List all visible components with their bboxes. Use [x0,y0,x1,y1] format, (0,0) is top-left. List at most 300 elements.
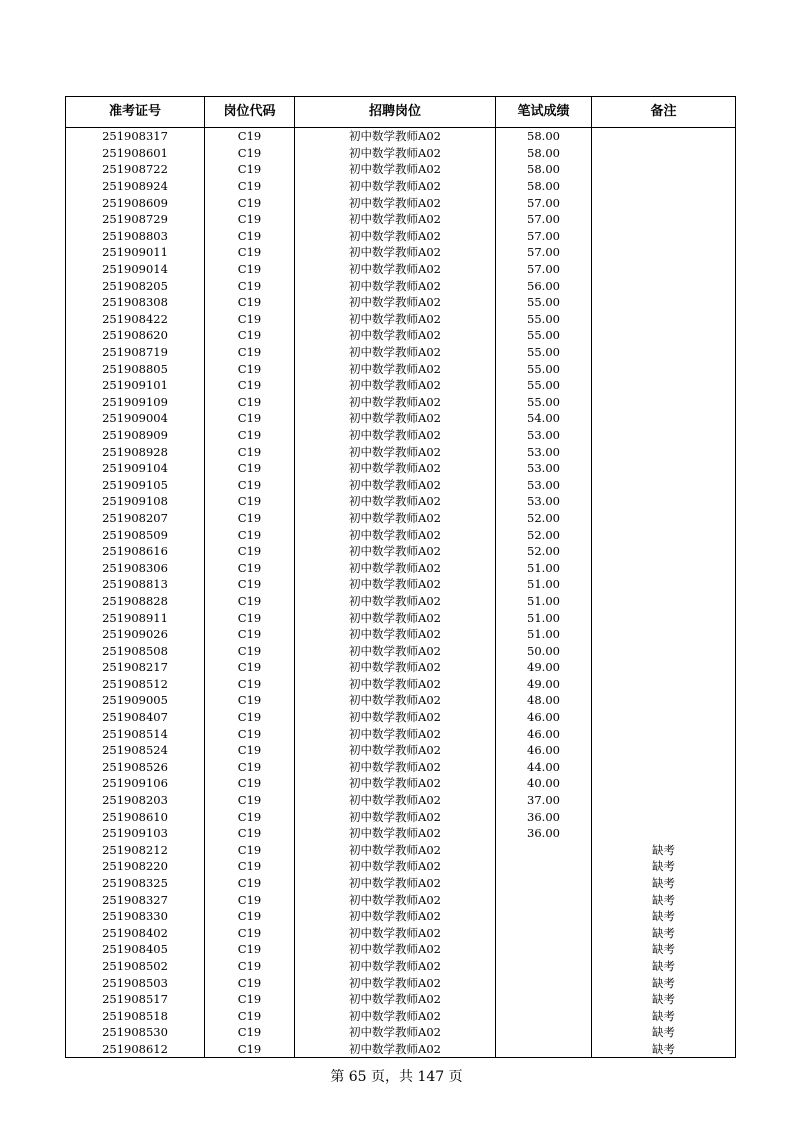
post-code-cell: C19 [205,725,295,742]
exam-id-cell: 251909106 [66,775,205,792]
exam-id-cell: 251908909 [66,427,205,444]
header-remarks: 备注 [592,97,736,128]
exam-id-cell: 251908526 [66,759,205,776]
post-name-cell: 初中数学教师A02 [295,759,496,776]
written-score-cell: 57.00 [496,194,592,211]
post-name-cell: 初中数学教师A02 [295,311,496,328]
table-row [66,543,736,560]
post-name-cell: 初中数学教师A02 [295,244,496,261]
exam-id-cell: 251908813 [66,576,205,593]
post-code-cell: C19 [205,925,295,942]
post-code-cell: C19 [205,659,295,676]
post-code-cell: C19 [205,941,295,958]
remarks-cell [592,211,736,228]
table-row [66,692,736,709]
written-score-cell: 54.00 [496,410,592,427]
written-score-cell: 44.00 [496,759,592,776]
exam-id-cell: 251909108 [66,493,205,510]
remarks-cell: 缺考 [592,842,736,859]
post-name-cell: 初中数学教师A02 [295,825,496,842]
remarks-cell: 缺考 [592,941,736,958]
post-code-cell: C19 [205,576,295,593]
remarks-cell [592,808,736,825]
written-score-cell: 55.00 [496,311,592,328]
post-name-cell: 初中数学教师A02 [295,145,496,162]
table-row [66,261,736,278]
post-name-cell: 初中数学教师A02 [295,476,496,493]
written-score-cell: 57.00 [496,244,592,261]
post-name-cell: 初中数学教师A02 [295,792,496,809]
written-score-cell: 55.00 [496,394,592,411]
post-code-cell: C19 [205,842,295,859]
remarks-cell [592,626,736,643]
table-row [66,858,736,875]
exam-id-cell: 251908805 [66,360,205,377]
post-code-cell: C19 [205,443,295,460]
post-code-cell: C19 [205,360,295,377]
exam-id-cell: 251908616 [66,543,205,560]
exam-id-cell: 251909104 [66,460,205,477]
score-table [65,96,736,1058]
remarks-cell: 缺考 [592,925,736,942]
written-score-cell: 55.00 [496,294,592,311]
exam-id-cell: 251908518 [66,1007,205,1024]
remarks-cell [592,576,736,593]
post-code-cell: C19 [205,676,295,693]
table-row [66,659,736,676]
remarks-cell [592,476,736,493]
remarks-cell [592,344,736,361]
written-score-cell [496,1007,592,1024]
written-score-cell: 55.00 [496,360,592,377]
post-code-cell: C19 [205,145,295,162]
post-code-cell: C19 [205,460,295,477]
exam-id-cell: 251909101 [66,377,205,394]
post-name-cell: 初中数学教师A02 [295,626,496,643]
post-name-cell: 初中数学教师A02 [295,974,496,991]
post-code-cell: C19 [205,543,295,560]
post-name-cell: 初中数学教师A02 [295,178,496,195]
remarks-cell [592,277,736,294]
remarks-cell [592,178,736,195]
exam-id-cell: 251909011 [66,244,205,261]
remarks-cell [592,493,736,510]
table-row [66,842,736,859]
exam-id-cell: 251908503 [66,974,205,991]
remarks-cell [592,427,736,444]
table-row [66,476,736,493]
post-code-cell: C19 [205,792,295,809]
exam-id-cell: 251908517 [66,991,205,1008]
post-name-cell: 初中数学教师A02 [295,725,496,742]
table-row [66,609,736,626]
exam-id-cell: 251908610 [66,808,205,825]
table-row [66,709,736,726]
exam-id-cell: 251908407 [66,709,205,726]
exam-id-cell: 251908722 [66,161,205,178]
written-score-cell: 51.00 [496,593,592,610]
post-code-cell: C19 [205,1007,295,1024]
post-name-cell: 初中数学教师A02 [295,410,496,427]
post-code-cell: C19 [205,858,295,875]
header-exam-id: 准考证号 [66,97,205,128]
post-code-cell: C19 [205,244,295,261]
remarks-cell [592,261,736,278]
post-name-cell: 初中数学教师A02 [295,875,496,892]
exam-id-cell: 251908212 [66,842,205,859]
post-name-cell: 初中数学教师A02 [295,327,496,344]
post-code-cell: C19 [205,958,295,975]
post-code-cell: C19 [205,559,295,576]
post-name-cell: 初中数学教师A02 [295,808,496,825]
post-name-cell: 初中数学教师A02 [295,427,496,444]
remarks-cell [592,759,736,776]
post-name-cell: 初中数学教师A02 [295,576,496,593]
post-code-cell: C19 [205,377,295,394]
table-row [66,211,736,228]
exam-id-cell: 251908530 [66,1024,205,1041]
remarks-cell [592,443,736,460]
post-name-cell: 初中数学教师A02 [295,642,496,659]
post-code-cell: C19 [205,626,295,643]
written-score-cell: 36.00 [496,808,592,825]
post-name-cell: 初中数学教师A02 [295,211,496,228]
written-score-cell [496,991,592,1008]
remarks-cell [592,294,736,311]
post-code-cell: C19 [205,277,295,294]
written-score-cell [496,974,592,991]
post-name-cell: 初中数学教师A02 [295,128,496,145]
exam-id-cell: 251908512 [66,676,205,693]
post-code-cell: C19 [205,161,295,178]
written-score-cell: 53.00 [496,493,592,510]
written-score-cell: 37.00 [496,792,592,809]
table-row [66,161,736,178]
post-code-cell: C19 [205,609,295,626]
written-score-cell: 57.00 [496,211,592,228]
exam-id-cell: 251908508 [66,642,205,659]
exam-id-cell: 251908803 [66,228,205,245]
remarks-cell [592,659,736,676]
header-post-name: 招聘岗位 [295,97,496,128]
remarks-cell [592,377,736,394]
post-name-cell: 初中数学教师A02 [295,891,496,908]
post-code-cell: C19 [205,510,295,527]
written-score-cell: 49.00 [496,676,592,693]
remarks-cell [592,642,736,659]
exam-id-cell: 251908928 [66,443,205,460]
exam-id-cell: 251909109 [66,394,205,411]
post-name-cell: 初中数学教师A02 [295,593,496,610]
table-row [66,808,736,825]
remarks-cell [592,676,736,693]
table-row [66,228,736,245]
post-code-cell: C19 [205,692,295,709]
exam-id-cell: 251908524 [66,742,205,759]
post-name-cell: 初中数学教师A02 [295,294,496,311]
table-row [66,360,736,377]
exam-id-cell: 251908317 [66,128,205,145]
post-code-cell: C19 [205,294,295,311]
remarks-cell: 缺考 [592,1007,736,1024]
exam-id-cell: 251908514 [66,725,205,742]
remarks-cell [592,128,736,145]
table-row [66,1024,736,1041]
post-code-cell: C19 [205,808,295,825]
exam-id-cell: 251908325 [66,875,205,892]
exam-id-cell: 251908422 [66,311,205,328]
post-name-cell: 初中数学教师A02 [295,377,496,394]
table-row [66,642,736,659]
exam-id-cell: 251908327 [66,891,205,908]
post-name-cell: 初中数学教师A02 [295,991,496,1008]
written-score-cell: 58.00 [496,145,592,162]
written-score-cell: 46.00 [496,709,592,726]
table-row [66,443,736,460]
written-score-cell [496,941,592,958]
written-score-cell [496,925,592,942]
post-name-cell: 初中数学教师A02 [295,394,496,411]
table-row [66,277,736,294]
remarks-cell: 缺考 [592,908,736,925]
remarks-cell [592,593,736,610]
post-code-cell: C19 [205,311,295,328]
table-row [66,974,736,991]
remarks-cell [592,543,736,560]
exam-id-cell: 251908330 [66,908,205,925]
table-row [66,510,736,527]
exam-id-cell: 251908205 [66,277,205,294]
remarks-cell [592,410,736,427]
exam-id-cell: 251908405 [66,941,205,958]
table-row [66,377,736,394]
table-row [66,1007,736,1024]
written-score-cell: 58.00 [496,178,592,195]
remarks-cell [592,145,736,162]
written-score-cell: 46.00 [496,742,592,759]
table-row [66,958,736,975]
table-row [66,128,736,145]
exam-id-cell: 251908308 [66,294,205,311]
exam-id-cell: 251909105 [66,476,205,493]
post-name-cell: 初中数学教师A02 [295,925,496,942]
remarks-cell: 缺考 [592,1041,736,1058]
post-name-cell: 初中数学教师A02 [295,941,496,958]
written-score-cell: 49.00 [496,659,592,676]
written-score-cell [496,858,592,875]
exam-id-cell: 251908911 [66,609,205,626]
remarks-cell [592,327,736,344]
written-score-cell [496,958,592,975]
post-name-cell: 初中数学教师A02 [295,775,496,792]
written-score-cell: 58.00 [496,161,592,178]
remarks-cell [592,725,736,742]
post-name-cell: 初中数学教师A02 [295,261,496,278]
post-name-cell: 初中数学教师A02 [295,543,496,560]
table-header [66,97,736,128]
written-score-cell: 53.00 [496,427,592,444]
post-code-cell: C19 [205,211,295,228]
written-score-cell: 53.00 [496,476,592,493]
written-score-cell: 57.00 [496,228,592,245]
post-code-cell: C19 [205,593,295,610]
post-code-cell: C19 [205,1041,295,1058]
remarks-cell [592,775,736,792]
written-score-cell: 46.00 [496,725,592,742]
post-name-cell: 初中数学教师A02 [295,161,496,178]
written-score-cell: 36.00 [496,825,592,842]
post-name-cell: 初中数学教师A02 [295,1024,496,1041]
post-name-cell: 初中数学教师A02 [295,858,496,875]
table-row [66,825,736,842]
post-name-cell: 初中数学教师A02 [295,676,496,693]
remarks-cell [592,311,736,328]
exam-id-cell: 251909004 [66,410,205,427]
written-score-cell: 55.00 [496,377,592,394]
remarks-cell [592,394,736,411]
post-name-cell: 初中数学教师A02 [295,659,496,676]
exam-id-cell: 251909014 [66,261,205,278]
exam-id-cell: 251908502 [66,958,205,975]
table-row [66,410,736,427]
table-row [66,991,736,1008]
post-name-cell: 初中数学教师A02 [295,360,496,377]
post-code-cell: C19 [205,410,295,427]
remarks-cell: 缺考 [592,875,736,892]
remarks-cell [592,792,736,809]
written-score-cell: 55.00 [496,344,592,361]
post-code-cell: C19 [205,642,295,659]
table-row [66,244,736,261]
table-body [66,128,736,1058]
exam-id-cell: 251908620 [66,327,205,344]
exam-id-cell: 251908612 [66,1041,205,1058]
exam-id-cell: 251908509 [66,526,205,543]
written-score-cell: 51.00 [496,626,592,643]
written-score-cell: 53.00 [496,460,592,477]
remarks-cell: 缺考 [592,891,736,908]
post-name-cell: 初中数学教师A02 [295,842,496,859]
exam-id-cell: 251908220 [66,858,205,875]
remarks-cell: 缺考 [592,991,736,1008]
table-row [66,344,736,361]
written-score-cell: 57.00 [496,261,592,278]
post-name-cell: 初中数学教师A02 [295,526,496,543]
post-code-cell: C19 [205,825,295,842]
remarks-cell [592,460,736,477]
written-score-cell: 55.00 [496,327,592,344]
remarks-cell [592,709,736,726]
remarks-cell [592,825,736,842]
table-row [66,294,736,311]
remarks-cell: 缺考 [592,974,736,991]
post-name-cell: 初中数学教师A02 [295,228,496,245]
table-row [66,559,736,576]
table-row [66,908,736,925]
table-row [66,526,736,543]
table-row [66,1041,736,1058]
post-name-cell: 初中数学教师A02 [295,344,496,361]
post-code-cell: C19 [205,974,295,991]
remarks-cell [592,742,736,759]
table-row [66,593,736,610]
exam-id-cell: 251909103 [66,825,205,842]
post-code-cell: C19 [205,344,295,361]
post-code-cell: C19 [205,526,295,543]
header-written-score: 笔试成绩 [496,97,592,128]
post-name-cell: 初中数学教师A02 [295,692,496,709]
written-score-cell [496,1024,592,1041]
written-score-cell: 40.00 [496,775,592,792]
post-code-cell: C19 [205,476,295,493]
remarks-cell [592,559,736,576]
table-row [66,891,736,908]
written-score-cell: 56.00 [496,277,592,294]
post-code-cell: C19 [205,427,295,444]
post-code-cell: C19 [205,775,295,792]
exam-id-cell: 251908601 [66,145,205,162]
exam-id-cell: 251908828 [66,593,205,610]
post-name-cell: 初中数学教师A02 [295,742,496,759]
exam-id-cell: 251908609 [66,194,205,211]
table-row [66,460,736,477]
post-code-cell: C19 [205,178,295,195]
exam-id-cell: 251909005 [66,692,205,709]
exam-id-cell: 251908924 [66,178,205,195]
remarks-cell [592,526,736,543]
post-code-cell: C19 [205,493,295,510]
remarks-cell [592,510,736,527]
written-score-cell: 51.00 [496,576,592,593]
written-score-cell: 48.00 [496,692,592,709]
post-name-cell: 初中数学教师A02 [295,1041,496,1058]
table-row [66,626,736,643]
post-name-cell: 初中数学教师A02 [295,709,496,726]
written-score-cell [496,1041,592,1058]
post-code-cell: C19 [205,891,295,908]
remarks-cell [592,244,736,261]
post-name-cell: 初中数学教师A02 [295,493,496,510]
table-row [66,427,736,444]
table-row [66,576,736,593]
exam-id-cell: 251909026 [66,626,205,643]
remarks-cell: 缺考 [592,1024,736,1041]
post-code-cell: C19 [205,742,295,759]
post-code-cell: C19 [205,1024,295,1041]
exam-id-cell: 251908719 [66,344,205,361]
table-row [66,178,736,195]
table-row [66,875,736,892]
post-code-cell: C19 [205,991,295,1008]
written-score-cell: 52.00 [496,526,592,543]
post-name-cell: 初中数学教师A02 [295,609,496,626]
remarks-cell [592,609,736,626]
table-row [66,925,736,942]
remarks-cell: 缺考 [592,858,736,875]
post-name-cell: 初中数学教师A02 [295,443,496,460]
table-row [66,493,736,510]
written-score-cell: 53.00 [496,443,592,460]
post-name-cell: 初中数学教师A02 [295,559,496,576]
table-row [66,775,736,792]
exam-id-cell: 251908203 [66,792,205,809]
table-row [66,792,736,809]
table-row [66,194,736,211]
post-code-cell: C19 [205,759,295,776]
written-score-cell [496,891,592,908]
remarks-cell: 缺考 [592,958,736,975]
written-score-cell: 52.00 [496,510,592,527]
